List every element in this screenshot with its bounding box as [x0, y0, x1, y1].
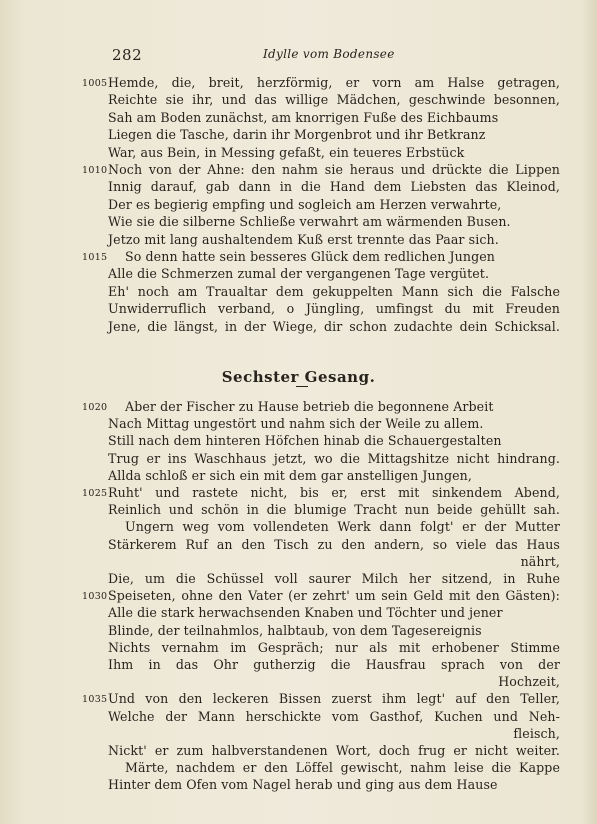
verse-line: Welche der Mann herschickte vom Gasthof, Kuchen und Neh- — [108, 708, 560, 724]
verse-line: Noch von der Ahne: den nahm sie heraus und drückte die Lippen — [108, 162, 560, 177]
verse-line: Nach Mittag ungestört und nahm sich der Weile zu allem. — [108, 416, 484, 432]
verse-line: So denn hatte sein besseres Glück dem redlichen Jungen — [125, 249, 496, 264]
line-number: 1020 — [82, 402, 108, 413]
verse-line: fleisch, — [513, 725, 560, 741]
verse-line: Stärkerem Ruf an den Tisch zu den andern, so viele das Haus — [108, 536, 560, 552]
line-number: 1010 — [82, 165, 108, 176]
page-number: 282 — [112, 46, 143, 64]
title-underline — [296, 386, 308, 387]
verse-line: Ruht' und rastete nicht, bis er, erst mit sinkendem Abend, — [108, 485, 560, 500]
section-title: Sechster Gesang. — [221, 368, 376, 386]
verse-line: Blinde, der teilnahmlos, halbtaub, von dem Tagesereignis — [108, 622, 482, 638]
verse-line: Wie sie die silberne Schließe verwahrt am wärmenden Busen. — [108, 214, 511, 230]
line-number: 1025 — [82, 488, 108, 499]
verse-line: nährt, — [520, 553, 560, 569]
verse-line: Still nach dem hinteren Höfchen hinab die Schauergestalten — [108, 433, 502, 449]
verse-line: Reinlich und schön in die blumige Tracht nun beide gehüllt sah. — [108, 502, 560, 518]
verse-line: Liegen die Tasche, darin ihr Morgenbrot und ihr Betkranz — [108, 127, 486, 143]
verse-line: Innig darauf, gab dann in die Hand dem Liebsten das Kleinod, — [108, 179, 560, 195]
verse-line: Nichts vernahm im Gespräch; nur als mit erhobener Stimme — [108, 639, 560, 655]
verse-line: War, aus Bein, in Messing gefaßt, ein teueres Erbstück — [108, 144, 465, 160]
verse-line: Aber der Fischer zu Hause betrieb die begonnene Arbeit — [125, 399, 494, 414]
line-number: 1030 — [82, 591, 108, 603]
line-number: 1015 — [82, 252, 108, 263]
line-number: 1035 — [82, 694, 108, 706]
verse-line: Hochzeit, — [498, 674, 560, 690]
verse-line: Ungern weg vom vollendeten Werk dann folgt' er der Mutter — [125, 519, 560, 535]
verse-line: Alle die stark herwachsenden Knaben und Töchter und jener — [108, 605, 503, 621]
verse-line: Trug er ins Waschhaus jetzt, wo die Mittagshitze nicht hindrang. — [108, 450, 560, 466]
verse-line: Der es begierig empfing und sogleich am Herzen verwahrte, — [108, 196, 502, 212]
verse-line: Sah am Boden zunächst, am knorrigen Fuße des Eichbaums — [108, 109, 499, 125]
verse-line: Unwiderruflich verband, o Jüngling, umfingst du mit Freuden — [108, 301, 560, 317]
line-number: 1005 — [82, 78, 108, 89]
running-title: Idylle vom Bodensee — [263, 47, 395, 61]
verse-line: Speiseten, ohne den Vater (er zehrt' um sein Geld mit den Gästen): — [108, 588, 560, 604]
verse-line: Märte, nachdem er den Löffel gewischt, nahm leise die Kappe — [125, 760, 560, 776]
verse-line: Eh' noch am Traualtar dem gekuppelten Mann sich die Falsche — [108, 283, 560, 299]
verse-line: Und von den leckeren Bissen zuerst ihm legt' auf den Teller, — [108, 691, 560, 707]
verse-line: Die, um die Schüssel voll saurer Milch her sitzend, in Ruhe — [108, 571, 560, 586]
verse-line: Alle die Schmerzen zumal der vergangenen Tage vergütet. — [108, 266, 490, 282]
verse-line: Jene, die längst, in der Wiege, dir schon zudachte dein Schicksal. — [108, 318, 560, 334]
verse-line: Hemde, die, breit, herzförmig, er vorn am Halse getragen, — [108, 75, 560, 90]
verse-line: Jetzo mit lang aushaltendem Kuß erst trennte das Paar sich. — [108, 231, 499, 247]
page-header — [0, 40, 597, 62]
verse-line: Hinter dem Ofen vom Nagel herab und ging aus dem Hause — [108, 777, 498, 793]
verse-line: Allda schloß er sich ein mit dem gar anstelligen Jungen, — [108, 467, 472, 483]
verse-line: Ihm in das Ohr gutherzig die Hausfrau sprach von der — [108, 657, 560, 672]
verse-line: Reichte sie ihr, und das willige Mädchen, geschwinde besonnen, — [108, 92, 560, 108]
verse-line: Nickt' er zum halbverstandenen Wort, doch frug er nicht weiter. — [108, 743, 560, 758]
